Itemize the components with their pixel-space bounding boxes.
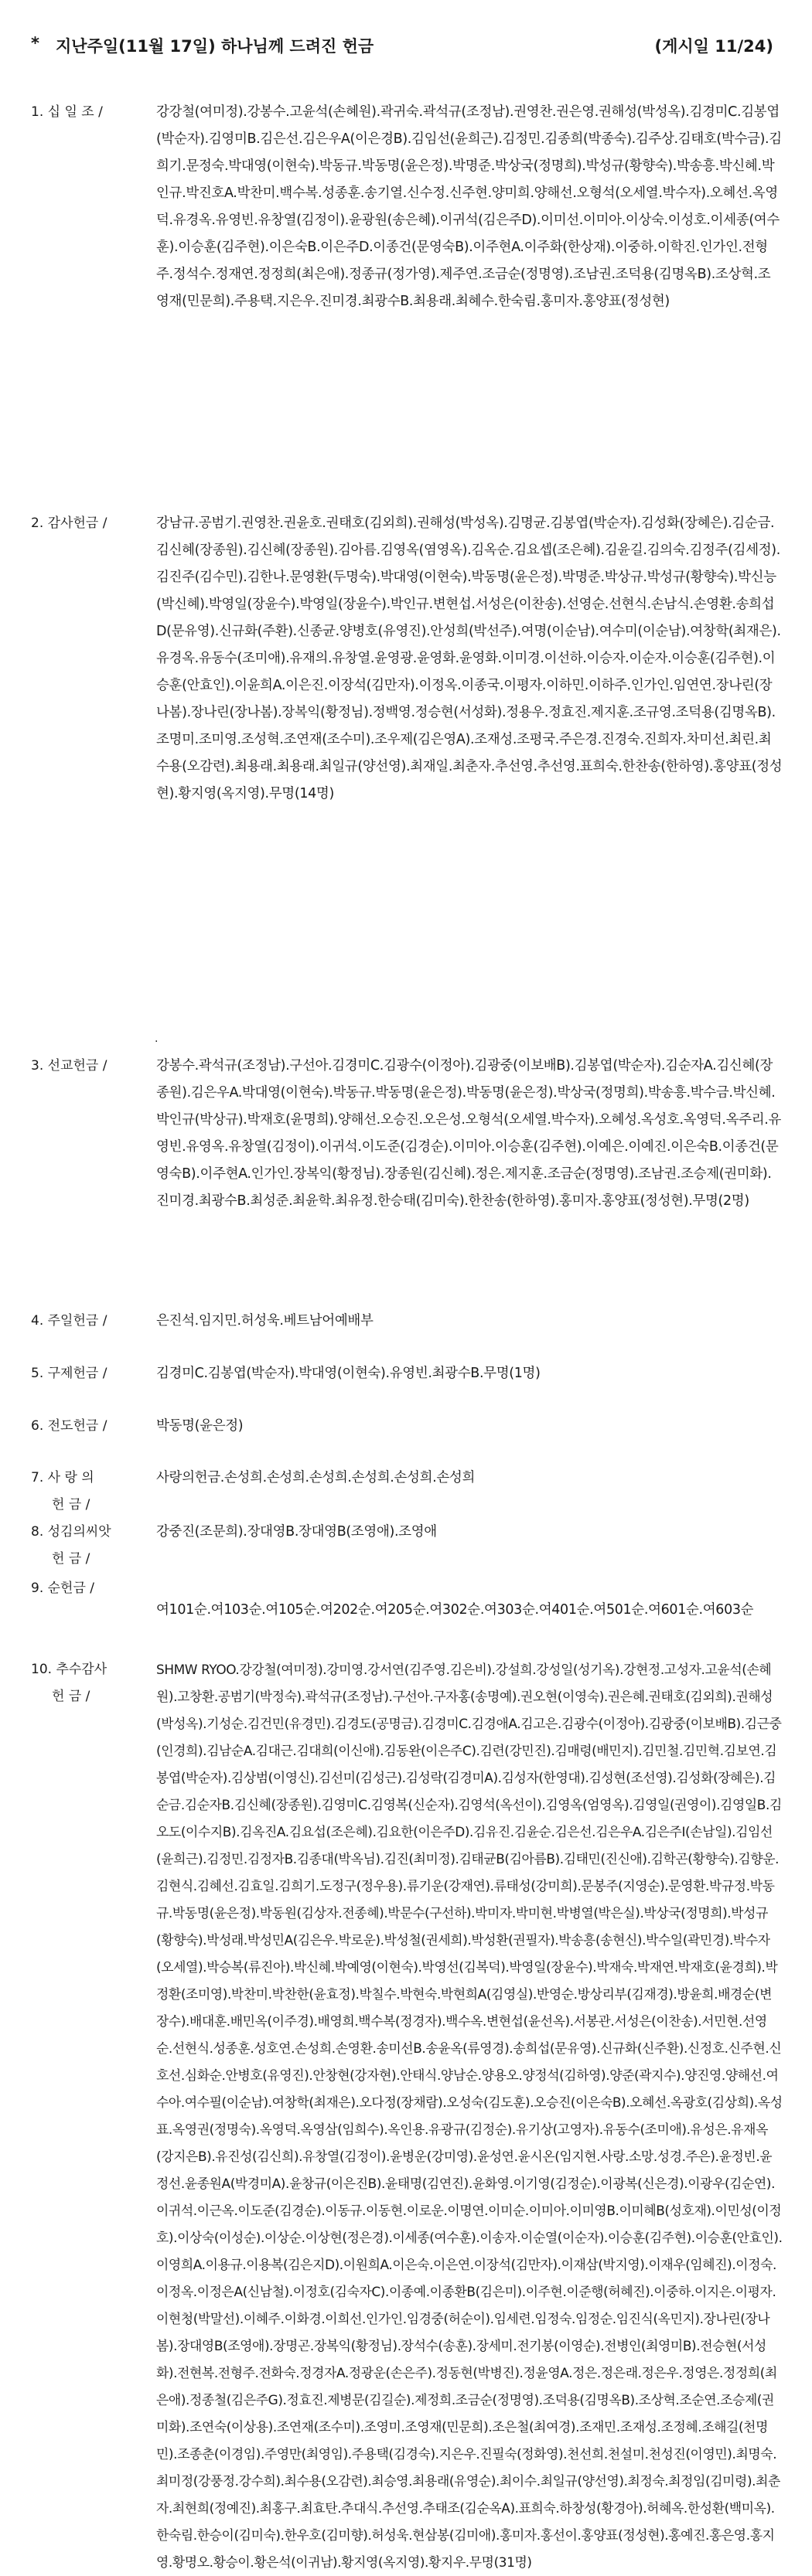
- report-header: [31, 31, 773, 62]
- section-donor-list: 강강철(여미정).강봉수.고윤석(손혜원).곽귀숙.곽석규(조정남).권영찬.권은영.권해성(박성옥).김경미C.김봉엽(박순자).김영미B.김은선.김은우A(이은경B).김임선(윤희근).김정민.김종희(박종숙).김주상.김태호(박수금).김희기.문정숙.박대영(이현숙).박동규.박동명(윤은정).박명준.박상국(정명희).박성규(황향숙).박송흥.박신혜.박인규.박진호A.박찬미.백수복.성종훈.송기열.신수정.신주현.양미희.양해선.오형석(오세열.박수자).오혜선.옥영덕.유경옥.유영빈.유창열(김정이).윤광원(송은혜).이귀석(김은주D).이미선.이미아.이상숙.이성호.이세종(여수훈).이승훈(김주현).이은숙B.이은주D.이종건(문영숙B).이주현A.이주화(한상재).이중하.이학진.인가인.전형주.정석수.정재연.정정희(최은애).정종규(정가영).제주연.조금순(정명영).조남권.조덕용(김명옥B).조상혁.조영재(민문희).주용택.지은우.진미경.최광수B.최용래.최혜수.한숙림.홍미자.홍양표(정성현): [156, 104, 782, 309]
- section-donor-list: 박동명(윤은정): [156, 1418, 244, 1434]
- section-donor-list: 여101순.여103순.여105순.여202순.여205순.여302순.여303순.여401순.여501순.여601순.여603순: [156, 1602, 754, 1618]
- section-donor-list: 은진석.임지민.허성욱.베트남어예배부: [156, 1313, 374, 1329]
- section-donor-list: 강중진(조문희).장대영B.장대영B(조영애).조영애: [156, 1524, 437, 1540]
- section-donor-list: 사랑의헌금.손성희.손성희.손성희.손성희.손성희.손성희: [156, 1470, 476, 1485]
- section-label: 4. 주일헌금 /: [31, 1313, 107, 1329]
- section-label: 9. 순헌금 /: [31, 1581, 95, 1596]
- stray-dot-mark: ·: [155, 1036, 159, 1048]
- section-label: 1. 십 일 조 /: [31, 104, 103, 120]
- section-label: 10. 추수감사 헌 금 /: [31, 1662, 107, 1704]
- section-donor-list: SHMW RYOO.강강철(여미정).강미영.강서연(김주영.김은비).강설희.강성일(성기옥).강현정.고성자.고윤석(손혜원).고창환.공범기(박정숙).곽석규(조정남).구선아.구자홍(송명예).권오현(이영숙).권은혜.권태호(김외희).권해성(박성옥).기성순.김건민(유경민).김경도(공명금).김경미C.김경애A.김고은.김광수(이정아).김광중(이보배B).김근중(인경희).김남순A.김대근.김대희(이신애).김동완(이은주C).김련(강민진).김매령(배민지).김민철.김민혁.김보연.김봉엽(박순자).김상범(이영신).김선미(김성근).김성락(김경미A).김성자(한영대).김성현(조선영).김성화(장혜은).김순금.김순자B.김신혜(장종원).김영미C.김영복(신순자).김영석(옥선이).김영옥(엄영옥).김영일(권영이).김영일B.김오도(이수지B).김옥진A.김요섭(조은혜).김요한(이은주D).김유진.김윤순.김은선.김은우A.김은주I(손남일).김임선(윤희근).김정민.김정자B.김종대(박옥님).김진(최미정).김태균B(김아름B).김태민(진신애).김학곤(황향숙).김향운.김현식.김혜선.김효일.김희기.도정구(정우용).류기운(강재연).류태성(강미희).문봉주(지영순).문영환.박규정.박동규.박동명(윤은정).박동원(김상자.전종혜).박문수(구선하).박미자.박미현.박병열(박은실).박상국(정명희).박성규(황향숙).박성래.박성민A(김은우.박로운).박성철(권세희).박성환(권필자).박송흥(송현신).박수일(곽민경).박수자(오세열).박승복(류진아).박신혜.박예영(이현숙).박영선(김복덕).박영일(장윤수).박재숙.박재연.박재호(윤경희).박정환(조미영).박찬미.박찬한(윤효정).박칠수.박현숙.박현희A(김영실).반영순.방상리부(김재경).방윤희.배경순(변장수).배대훈.배민옥(이주경).배영희.백수복(정경자).백수옥.변현섭(윤선옥).서봉관.서성은(이찬송).서민현.선영순.선현식.성종훈.성호연.손성희.손영환.송미선B.송윤옥(류영경).송희섭(문유영).신규화(신주환).신정호.신주현.신호선.심화순.안병호(유영진).안창현(강자현).안태식.양남순.양용오.양정석(김하영).양준(곽지수).양진영.양해선.여수아.여수필(이순남).여창학(최재은).오다정(장채람).오성숙(김도훈).오승진(이은숙B).오혜선.옥광호(김상희).옥성표.옥영권(정명숙).옥영덕.옥영삼(임희수).옥인용.유광규(김정순).유기상(고영자).유동수(조미애).유성은.유재옥(강지은B).유진성(김신희).유창열(김정이).윤병운(강미영).윤성연.윤시온(임지현.사랑.소망.성경.주은).윤정빈.윤정선.윤종원A(박경미A).윤창규(이은진B).윤태명(김연진).윤화영.이기영(김정순).이광복(신은경).이광우(김순연).이귀석.이근옥.이도준(김경순).이동규.이동현.이로운.이명연.이미순.이미아.이미영B.이미혜B(성호재).이민성(이정호).이상숙(이성순).이상순.이상현(정은경).이세종(여수훈).이송자.이순열(이순자).이승훈(김주현).이승훈(안효인).이영희A.이용규.이용복(김은지D).이원희A.이은숙.이은연.이장석(김만자).이재삼(박지영).이재우(임혜진).이정숙.이정옥.이정은A(신남철).이정호(김숙자C).이종예.이종환B(김은미).이주현.이준행(허혜진).이중하.이지은.이평자.이현청(박말선).이혜주.이화경.이희선.인가인.임경중(허순이).임세련.임정숙.임정순.임진식(옥민지).장나린(장나봄).장대영B(조영애).장명곤.장복익(황정님).장석수(송훈).장세미.전기봉(이영순).전병인(최영미B).전승현(서성화).전현복.전형주.전화숙.정경자A.정광운(손은주).정동현(박병진).정윤영A.정은.정은래.정은우.정영은.정정희(최은애).정종철(김은주G).정효진.제병문(김길순).제정희.조금순(정명영).조덕용(김명옥B).조상혁.조순연.조승제(권미화).조연숙(이상용).조연재(조수미).조영미.조영재(민문희).조은철(최여경).조재민.조재성.조정혜.조해길(천명민).조종춘(이경임).주영만(최영임).주용택(김경숙).지은우.진필숙(정화영).천선희.천설미.천성진(이영민).최명숙.최미정(강풍정.강수희).최수용(오감련).최승영.최용래(유영순).최이수.최일규(양선영).최정숙.최정임(김미령).최춘자.최현희(정예진).최홍구.최효탄.추대식.추선영.추태조(김순옥A).표희숙.하창성(황경아).허혜옥.한성환(백미옥).한숙림.한승이(김미숙).한우호(김미향).허성욱.현삼봉(김미애).홍미자.홍선이.홍양표(정성현).홍예진.홍은영.홍지영.황명오.황승이.황은석(이귀남).황지영(옥지영).황지우.무명(31명): [156, 1662, 783, 2570]
- section-donor-list: 김경미C.김봉엽(박순자).박대영(이현숙).유영빈.최광수B.무명(1명): [156, 1366, 541, 1381]
- section-donor-list: 강남규.공범기.권영찬.권윤호.권태호(김외희).권해성(박성옥).김명균.김봉엽(박순자).김성화(장혜은).김순금.김신혜(장종원).김신혜(장종원).김아름.김영옥(염영옥).김옥순.김요셉(조은혜).김윤길.김의숙.김정주(김세정).김진주(김수민).김한나.문영환(두명숙).박대영(이현숙).박동명(윤은정).박명준.박상규.박성규(황향숙).박신능(박신혜).박영일(장윤수).박영일(장윤수).박인규.변현섭.서성은(이찬송).선영순.선현식.손남식.손영환.송희섭D(문유영).신규화(주환).신종균.양병호(유영진).안성희(박선주).여명(이순남).여수미(이순남).여창학(최재은).유경옥.유동수(조미애).유재의.유창열.윤영광.윤영화.윤영화.이미경.이선하.이승자.이순자.이승훈(김주현).이승훈(안효인).이윤희A.이은진.이장석(김만자).이정옥.이종국.이평자.이하민.이하주.인가인.임연연.장나린(장나봄).장나린(장나봄).장복익(황정님).정백영.정승현(서성화).정용우.정효진.제지훈.조규영.조덕용(김명옥B).조명미.조미영.조성혁.조연재(조수미).조우제(김은영A).조재성.조평국.주은경.진경숙.진희자.차미선.최린.최수용(오감련).최용래.최용래.최일규(양선영).최재일.최춘자.추선영.추선영.표희숙.한찬송(한하영).홍양표(정성현).황지영(옥지영).무명(14명): [156, 516, 783, 801]
- bullet-icon: *: [31, 34, 39, 53]
- section-label: 2. 감사헌금 /: [31, 516, 107, 531]
- posted-date: (게시일 11/24): [654, 37, 773, 56]
- section-label: 6. 전도헌금 /: [31, 1418, 107, 1434]
- section-label: 5. 구제헌금 /: [31, 1366, 107, 1381]
- section-label: 3. 선교헌금 /: [31, 1058, 107, 1074]
- section-label: 8. 성김의씨앗 헌 금 /: [31, 1524, 111, 1567]
- section-label: 7. 사 랑 의 헌 금 /: [31, 1470, 94, 1513]
- section-donor-list: 강봉수.곽석규(조정남).구선아.김경미C.김광수(이정아).김광중(이보배B).김봉엽(박순자).김순자A.김신혜(장종원).김은우A.박대영(이현숙).박동규.박동명(윤은정).박동명(윤은정).박상국(정명희).박송흥.박수금.박신혜.박인규(박상규).박재호(윤명희).양해선.오승진.오은성.오형석(오세열.박수자).오혜성.옥성호.옥영덕.옥주리.유영빈.유영옥.유창열(김정이).이귀석.이도준(김경순).이미아.이승훈(김주현).이예은.이예진.이은숙B.이종건(문영숙B).이주현A.인가인.장복익(황정님).장종원(김신혜).정은.제지훈.조금순(정명영).조남권.조승제(권미화).진미경.최광수B.최성준.최윤학.최유정.한승태(김미숙).한찬송(한하영).홍미자.홍양표(정성현).무명(2명): [156, 1058, 782, 1209]
- report-title: 지난주일(11월 17일) 하나님께 드려진 헌금: [56, 37, 374, 56]
